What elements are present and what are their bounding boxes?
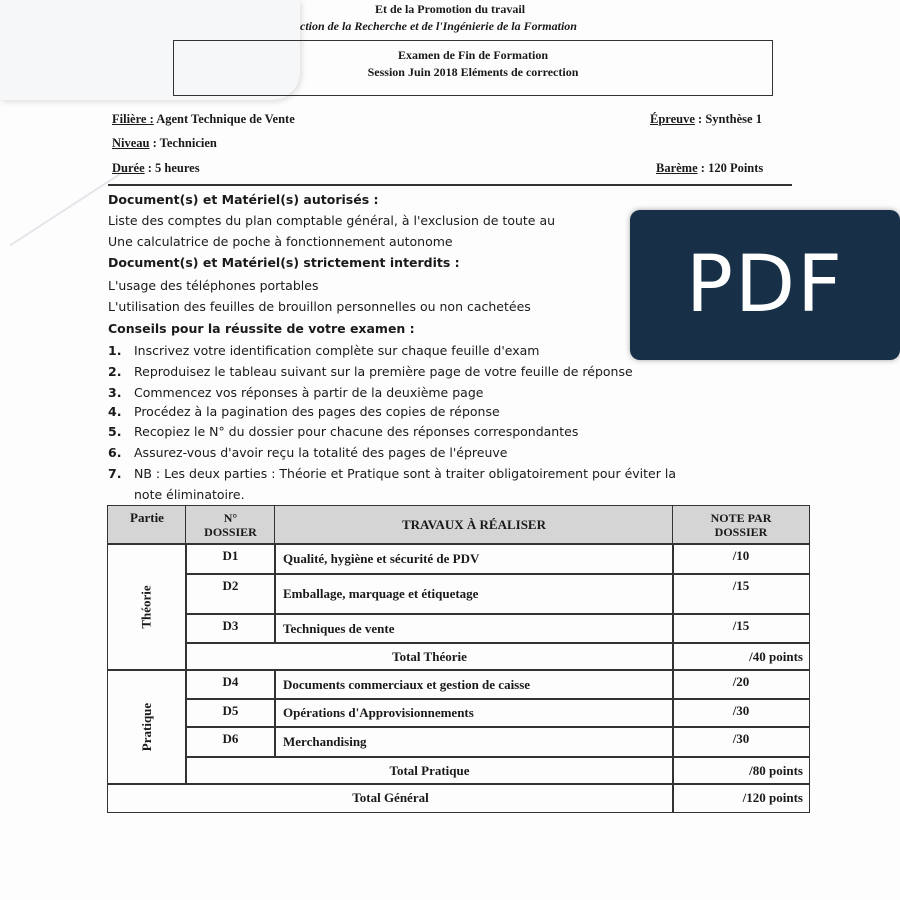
header-divider: [108, 184, 792, 186]
header-dossier-line1: N°: [223, 511, 238, 525]
advice-item: [108, 385, 483, 400]
header-dossier: [185, 505, 276, 545]
row-note: /20: [672, 669, 810, 700]
exam-title: Examen de Fin de Formation: [398, 48, 548, 62]
row-dossier: D2: [185, 573, 276, 615]
forbidden-line-2: L'utilisation des feuilles de brouillon personnelles ou non cachetées: [108, 299, 531, 314]
authorized-line-1: Liste des comptes du plan comptable général, à l'exclusion de toute au: [108, 213, 556, 228]
group-pratique-label: Pratique: [138, 702, 154, 752]
header-note-line1: NOTE PAR: [710, 511, 772, 525]
advice-item-text: Procédez à la pagination des pages des copies de réponse: [134, 404, 500, 419]
advice-item-7-continuation: [108, 487, 245, 502]
row-note: /30: [672, 698, 810, 728]
pdf-badge: PDF: [630, 210, 900, 360]
epreuve-label: Épreuve: [650, 112, 695, 126]
authorized-title: Document(s) et Matériel(s) autorisés :: [108, 192, 379, 207]
advice-item: [108, 445, 507, 460]
row-travail: Emballage, marquage et étiquetage: [274, 573, 674, 615]
epreuve-value: : Synthèse 1: [698, 112, 762, 126]
total-pratique-value: /80 points: [672, 756, 810, 785]
advice-item-text: Reproduisez le tableau suivant sur la première page de votre feuille de réponse: [134, 364, 633, 379]
row-travail: Opérations d'Approvisionnements: [274, 698, 674, 728]
filiere-field: [112, 112, 295, 127]
header-travaux: TRAVAUX À RÉALISER: [274, 505, 674, 545]
total-theorie-label: Total Théorie: [185, 642, 674, 671]
advice-item-text: NB : Les deux parties : Théorie et Pratique sont à traiter obligatoirement pour éviter la: [134, 466, 676, 481]
bareme-value: : 120 Points: [700, 161, 764, 175]
exam-session: Session Juin 2018 Eléments de correction: [367, 65, 579, 79]
advice-item-number: 6.: [108, 445, 122, 460]
group-theorie-label: Théorie: [138, 585, 154, 629]
authorized-line-2: Une calculatrice de poche à fonctionnement autonome: [108, 234, 453, 249]
group-pratique: [107, 669, 187, 785]
epreuve-field: [650, 112, 762, 127]
row-dossier: D1: [185, 543, 276, 575]
header-dossier-line2: DOSSIER: [204, 525, 257, 539]
advice-item-number: 7.: [108, 466, 122, 481]
total-pratique-label: Total Pratique: [185, 756, 674, 785]
duree-field: [112, 161, 200, 176]
bareme-field: [656, 161, 763, 176]
duree-value: : 5 heures: [147, 161, 200, 175]
total-general-value: /120 points: [672, 783, 810, 813]
duree-label: Durée: [112, 161, 145, 175]
row-note: /10: [672, 543, 810, 575]
advice-item-number: 1.: [108, 343, 122, 358]
filiere-value: Agent Technique de Vente: [156, 112, 295, 126]
exam-title-box: [173, 40, 773, 96]
total-theorie-value: /40 points: [672, 642, 810, 671]
header-partie: Partie: [107, 505, 187, 545]
advice-item-number: 4.: [108, 404, 122, 419]
advice-item: [108, 424, 578, 439]
forbidden-line-1: L'usage des téléphones portables: [108, 278, 319, 293]
row-note: /15: [672, 573, 810, 615]
advice-item-number: 5.: [108, 424, 122, 439]
niveau-label: Niveau: [112, 136, 150, 150]
advice-item: [108, 364, 633, 379]
advice-item: [108, 404, 500, 419]
filiere-label: Filière :: [112, 112, 154, 126]
ministry-line: Et de la Promotion du travail: [374, 2, 526, 16]
advice-title: Conseils pour la réussite de votre examen :: [108, 321, 415, 336]
advice-item-number: 3.: [108, 385, 122, 400]
advice-item-text: Commencez vos réponses à partir de la deuxième page: [134, 385, 484, 400]
group-theorie: [107, 543, 187, 671]
row-dossier: D6: [185, 726, 276, 758]
row-dossier: D5: [185, 698, 276, 728]
row-dossier: D4: [185, 669, 276, 700]
header-note: [672, 505, 810, 545]
niveau-value: : Technicien: [152, 136, 217, 150]
row-dossier: D3: [185, 613, 276, 644]
advice-item-number: 2.: [108, 364, 122, 379]
direction-line: ction de la Recherche et de l'Ingénierie de la Formation: [300, 19, 577, 33]
advice-item-text: Assurez-vous d'avoir reçu la totalité des pages de l'épreuve: [134, 445, 508, 460]
bareme-label: Barème: [656, 161, 698, 175]
grading-table: [107, 505, 810, 813]
advice-item-text: Inscrivez votre identification complète sur chaque feuille d'exam: [134, 343, 540, 358]
advice-item-text: Recopiez le N° du dossier pour chacune des réponses correspondantes: [134, 424, 579, 439]
row-travail: Qualité, hygiène et sécurité de PDV: [274, 543, 674, 575]
advice-item-7-cont-text: note éliminatoire.: [134, 487, 245, 502]
row-note: /30: [672, 726, 810, 758]
total-general-label: Total Général: [107, 783, 674, 813]
header-note-line2: DOSSIER: [714, 525, 768, 539]
advice-item: [108, 343, 539, 358]
advice-item: [108, 466, 676, 481]
row-travail: Documents commerciaux et gestion de caisse: [274, 669, 674, 700]
niveau-field: [112, 136, 217, 151]
row-travail: Techniques de vente: [274, 613, 674, 644]
row-travail: Merchandising: [274, 726, 674, 758]
forbidden-title: Document(s) et Matériel(s) strictement interdits :: [108, 255, 460, 270]
row-note: /15: [672, 613, 810, 644]
